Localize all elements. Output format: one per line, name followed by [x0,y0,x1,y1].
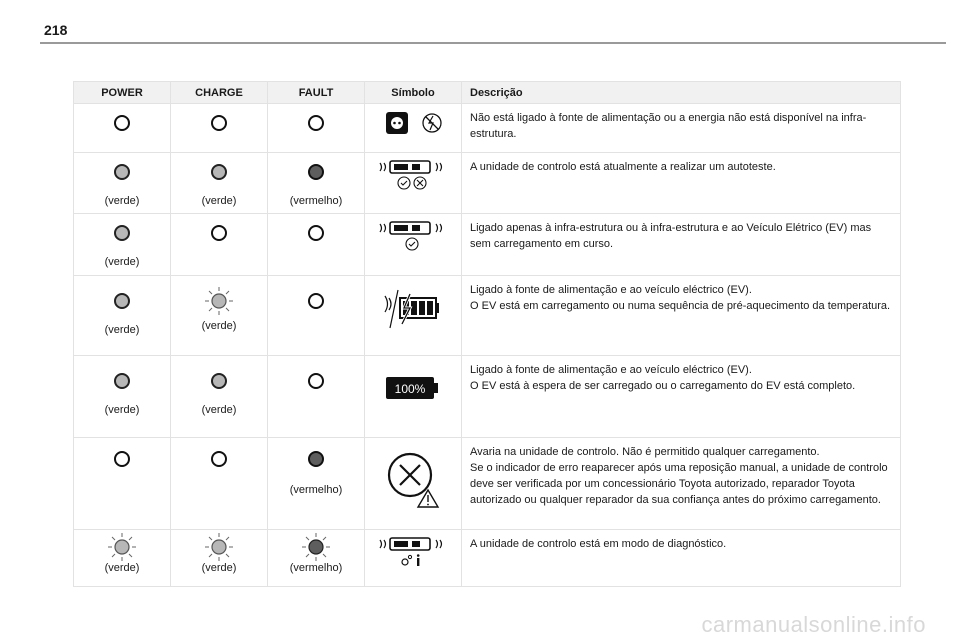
power-led-green [114,373,130,389]
charge-cell [171,438,268,530]
led-color-label: (verde) [104,562,140,574]
fault-cell [268,530,365,587]
watermark: carmanualsonline.info [701,612,926,637]
charge-led-off [211,451,227,467]
charge-led-off [211,115,227,131]
fault-cell [268,104,365,153]
symbol-cell [365,153,462,214]
description-cell [462,104,901,153]
column-header-charge: CHARGE [171,82,268,104]
column-header-description: Descrição [462,82,901,104]
charge-cell [171,276,268,356]
led-color-label: (vermelho) [289,195,343,207]
power-led-blinking-green [74,534,170,560]
description-cell [462,356,901,438]
table-row [74,530,901,587]
description-text: Ligado à fonte de alimentação e ao veículo eléctrico (EV). [470,364,752,376]
description-text: O EV está à espera de ser carregado ou o carregamento do EV está completo. [470,380,856,392]
led-color-label: (verde) [104,324,140,336]
description-text: Avaria na unidade de controlo. Não é permitido qualquer carregamento. [470,446,820,458]
column-header-fault: FAULT [268,82,365,104]
battery-charging-icon [365,288,461,318]
table-row [74,153,901,214]
fault-led-red [308,451,324,467]
fault-led-off [308,115,324,131]
fault-led-red [308,164,324,180]
description-text: A unidade de controlo está em modo de diagnóstico. [470,538,727,550]
fault-cell [268,438,365,530]
control-unit-connected-icon [365,220,461,250]
fault-led-off [308,225,324,241]
table-row [74,214,901,276]
description-cell [462,438,901,530]
fault-cell [268,153,365,214]
fault-warning-icon [365,448,461,478]
charge-cell [171,356,268,438]
description-cell [462,214,901,276]
charge-cell [171,153,268,214]
table-row [74,438,901,530]
control-unit-self-test-icon [365,159,461,189]
table-header-row [74,82,901,104]
charge-led-green [211,164,227,180]
power-plug-no-energy-icon [365,110,461,140]
description-text: O EV está em carregamento ou numa sequência de pré-aquecimento da temperatura. [470,300,891,312]
charge-cell [171,214,268,276]
power-led-off [114,451,130,467]
symbol-cell [365,276,462,356]
power-cell [74,153,171,214]
description-text: A unidade de controlo está atualmente a realizar um autoteste. [470,161,776,173]
description-cell [462,276,901,356]
charge-cell [171,104,268,153]
led-color-label: (verde) [104,404,140,416]
charge-led-off [211,225,227,241]
fault-cell [268,276,365,356]
power-led-off [114,115,130,131]
description-cell [462,153,901,214]
description-cell [462,530,901,587]
charge-led-green [211,373,227,389]
led-color-label: (verde) [201,404,237,416]
power-led-green [114,293,130,309]
symbol-cell [365,104,462,153]
charge-cell [171,530,268,587]
description-text: Não está ligado à fonte de alimentação ou a energia não está disponível na infra-estrutura. [470,112,867,140]
fault-cell [268,214,365,276]
fault-led-off [308,293,324,309]
charge-led-blinking-green [171,534,267,560]
indicator-table [73,81,901,587]
led-color-label: (verde) [201,195,237,207]
led-color-label: (verde) [104,195,140,207]
table-row [74,104,901,153]
power-cell [74,104,171,153]
page-number: 218 [44,22,68,38]
power-led-green [114,164,130,180]
led-color-label: (vermelho) [289,562,343,574]
power-led-green [114,225,130,241]
table-row [74,276,901,356]
led-color-label: (verde) [104,256,140,268]
power-cell [74,530,171,587]
description-text: Ligado à fonte de alimentação e ao veículo eléctrico (EV). [470,284,752,296]
power-cell [74,214,171,276]
symbol-cell [365,530,462,587]
charge-led-blinking-green [171,288,267,314]
symbol-cell [365,356,462,438]
fault-cell [268,356,365,438]
battery-full-icon [365,376,461,406]
power-cell [74,276,171,356]
led-color-label: (verde) [201,562,237,574]
description-text: Se o indicador de erro reaparecer após uma reposição manual, a unidade de controlo deve ser verificada por um concessionário Toyota autorizado, reparador Toyota autorizado ou qualquer reparador da sua confiança antes do próximo carregamento. [470,462,888,506]
column-header-power: POWER [74,82,171,104]
symbol-cell [365,438,462,530]
symbol-cell [365,214,462,276]
fault-led-off [308,373,324,389]
power-cell [74,356,171,438]
battery-percent-text: 100% [394,382,426,396]
header-divider [40,42,946,44]
table-row [74,356,901,438]
column-header-symbol: Símbolo [365,82,462,104]
power-cell [74,438,171,530]
description-text: Ligado apenas à infra-estrutura ou à infra-estrutura e ao Veículo Elétrico (EV) mas sem carregamento em curso. [470,222,872,250]
led-color-label: (vermelho) [289,484,343,496]
led-color-label: (verde) [201,320,237,332]
fault-led-blinking-red [268,534,364,560]
control-unit-diagnostic-icon [365,536,461,566]
